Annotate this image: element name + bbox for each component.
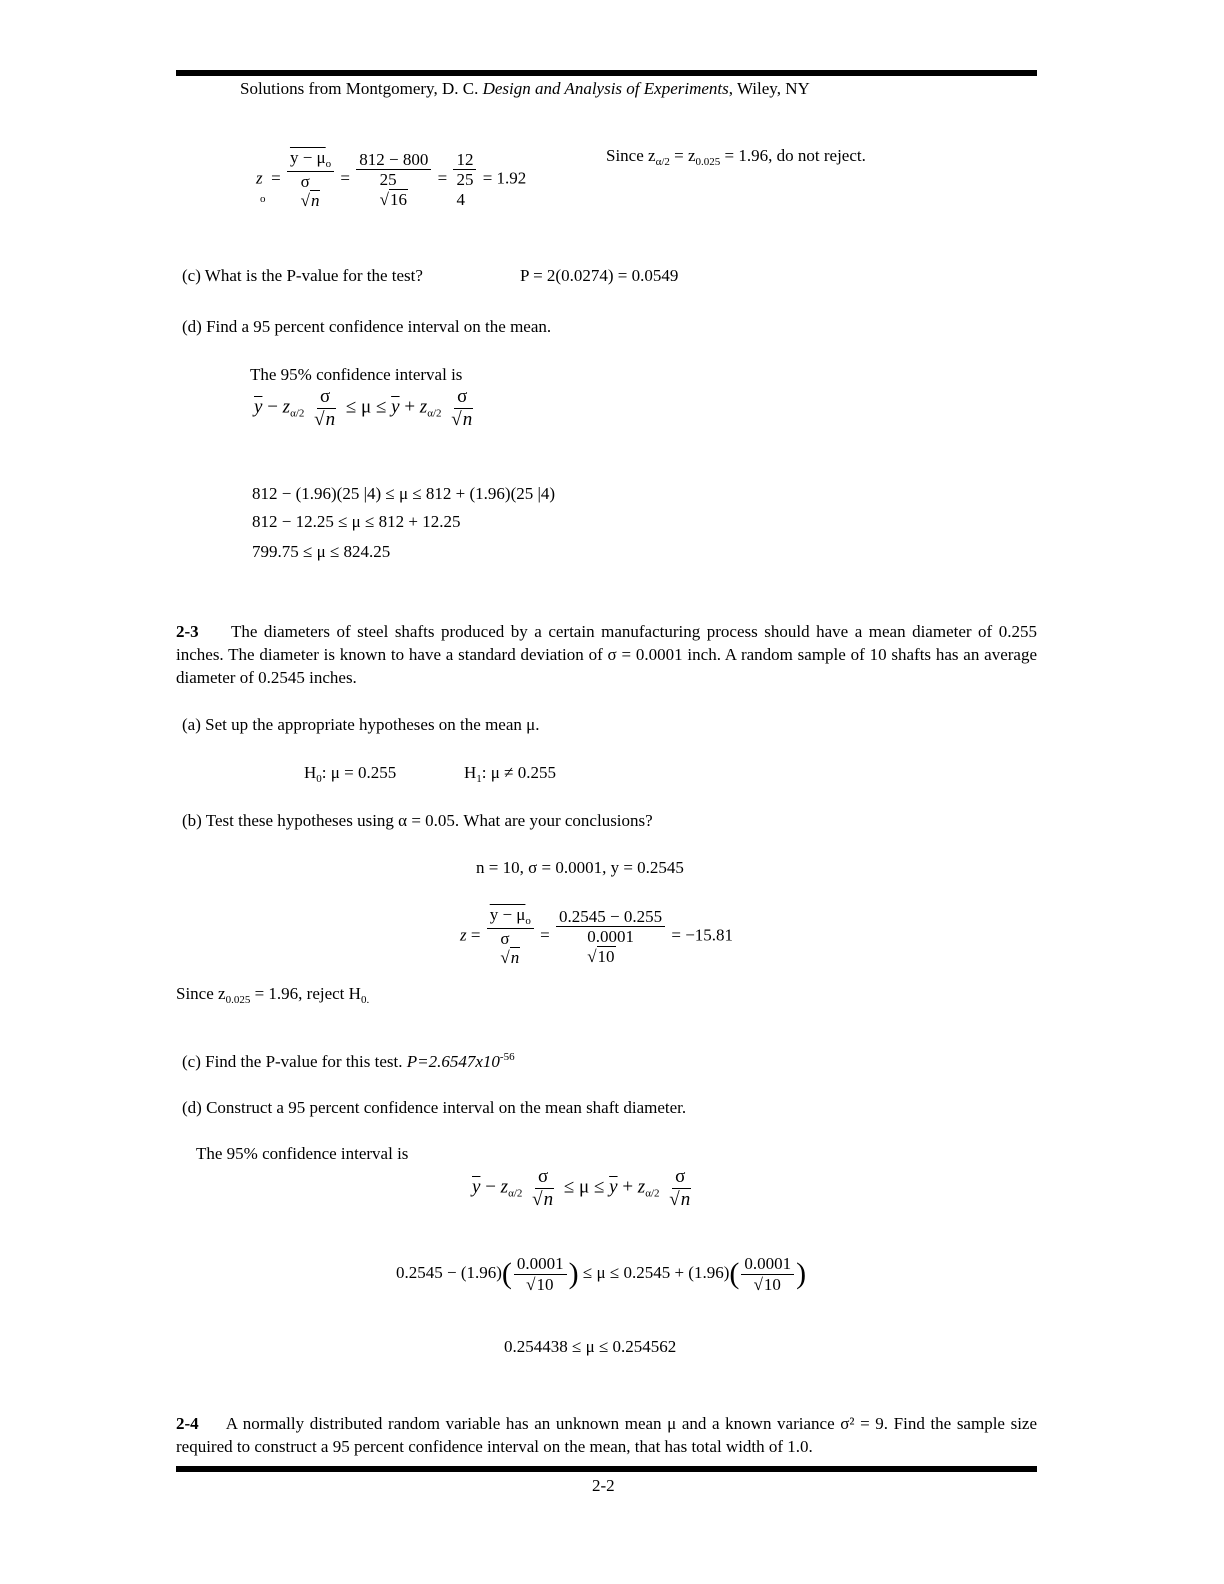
z0-num: $y - \mu_o$ [287, 148, 334, 172]
ci-formula-1: $\overline{y} - z_{\alpha/2}$ $\frac{\sigma}{√n}$ ≤ $\mu \le \overline{y} + z_{\alpha/2}$ $\frac{\sigma}{√n}$ [254, 386, 473, 430]
part-a-question: (a) Set up the appropriate hypotheses on the mean μ. [182, 715, 540, 734]
since-statement-1: Since $z_{\alpha/2} = z_{0.025} = 1.96$, do not reject. [606, 146, 866, 168]
ci-step-2: 812 − 12.25 ≤ μ ≤ 812 + 12.25 [252, 512, 461, 531]
part-d-question: (d) Construct a 95 percent confidence interval on the mean shaft diameter. [182, 1098, 687, 1117]
footer-rule [176, 1466, 1037, 1472]
problem-2-4-statement: 2-4 A normally distributed random variable has an unknown mean μ and a known variance σ² = 9. Find the sample size required to construct a 95 percent confidence interval on the mean, that has total width of 1.0. [176, 1414, 1038, 1456]
ci-intro-1: The 95% confidence interval is [250, 365, 463, 384]
null-hypothesis: $H_0$: μ = 0.255 [304, 763, 397, 785]
running-header: Solutions from Montgomery, D. C. Design and Analysis of Experiments, Wiley, NY [240, 79, 810, 98]
alt-hypothesis: $H_1$: μ ≠ 0.255 [464, 763, 556, 785]
ci-step-3: 799.75 ≤ μ ≤ 824.25 [252, 542, 391, 561]
ci-step-1: 812 − (1.96)(25 |4) ≤ μ ≤ 812 + (1.96)(25 |4) [252, 484, 556, 503]
ci-result-2: 0.254438 ≤ μ ≤ 0.254562 [504, 1337, 677, 1356]
ci-intro-2: The 95% confidence interval is [196, 1144, 409, 1163]
part-c1-question: (c) What is the P-value for the test? [182, 266, 423, 285]
z0-calculation: z = $y - \mu_o$ σ √n = 812 − 800 25 √16 = 12 25 4 = 1.92 [256, 148, 527, 211]
problem-2-3-statement: 2-3 The diameters of steel shafts produced by a certain manufacturing process should have a mean diameter of 0.255 inches. The diameter is known to have a standard deviation of σ = 0.0001 inch. A random sample of 10 shafts has an average diameter of 0.2545 inches. [176, 622, 1037, 687]
page-number: 2-2 [592, 1476, 615, 1495]
header-rule [176, 70, 1037, 76]
conclusion-2-3: Since $z_{0.025} = 1.96$, reject $H_{0.}$ [176, 984, 370, 1006]
part-c1-answer: P = 2(0.0274) = 0.0549 [520, 266, 679, 285]
z0-calculation-2: z = $y - \mu_o$ σ √n = 0.2545 − 0.255 0.0001 √10 = −15.81 [460, 905, 734, 968]
part-c-question: (c) Find the P-value for this test. $P=2.6547x10^{-56}$ [182, 1051, 515, 1071]
part-d1-question: (d) Find a 95 percent confidence interval on the mean. [182, 317, 552, 336]
ci-substitution: 0.2545 − (1.96)( $\frac{0.0001}{√10}$ ) ≤ μ ≤ 0.2545 + (1.96)( $\frac{0.0001}{√10}$ ) [396, 1254, 807, 1294]
z-subscript-o: o [260, 193, 266, 205]
given-values: n = 10, σ = 0.0001, y = 0.2545 [476, 858, 684, 877]
part-b-question: (b) Test these hypotheses using α = 0.05. What are your conclusions? [182, 811, 653, 830]
ci-formula-2: $\overline{y} - z_{\alpha/2}$ $\frac{\sigma}{√n}$ ≤ $\mu \le \overline{y} + z_{\alpha/2}$ $\frac{\sigma}{√n}$ [472, 1166, 691, 1210]
